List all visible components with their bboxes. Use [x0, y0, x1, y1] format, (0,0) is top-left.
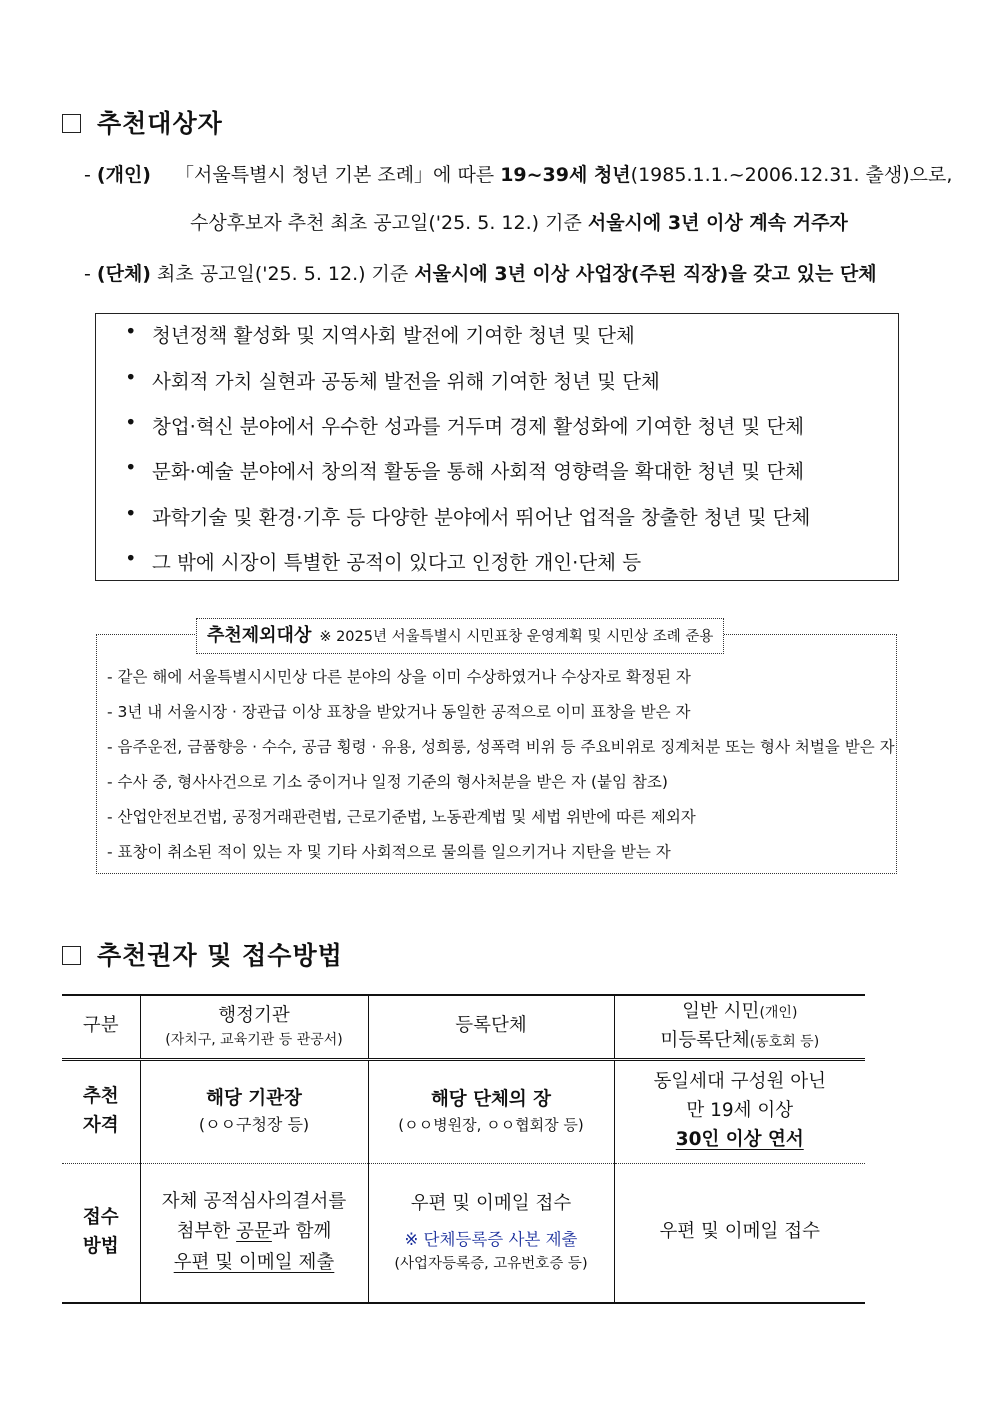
header-subtext: (자치구, 교육기관 등 관공서): [165, 1032, 343, 1049]
bullet-icon: •: [125, 456, 137, 479]
cell-text: 우편 및 이메일 접수: [410, 1193, 572, 1215]
section-title: 추천대상자: [97, 109, 223, 138]
cell-citizen-method: [614, 1163, 865, 1303]
exclusion-item: - 산업안전보건법, 공정거래관련법, 근로기준법, 노동관계법 및 세법 위반에 따른 제외자: [107, 808, 696, 826]
header-text: 구분: [82, 1015, 119, 1037]
personal-text-2: 수상후보자 추천 최초 공고일('25. 5. 12.) 기준: [190, 212, 588, 234]
cell-text: 해당 기관장: [206, 1087, 302, 1109]
checkbox-square-icon: [62, 946, 81, 965]
cell-text: 해당 단체의 장: [430, 1088, 552, 1110]
table-row: [62, 1059, 865, 1163]
table-row: [62, 1163, 865, 1303]
checkbox-square-icon: [62, 114, 81, 133]
row-label-text: 방법: [82, 1235, 119, 1257]
cell-text: 과 함께: [271, 1221, 332, 1243]
cell-admin-qualification: [140, 1059, 368, 1163]
bullet-icon: •: [125, 547, 137, 570]
bullet-icon: •: [125, 411, 137, 434]
section-heading-nominators: [62, 936, 343, 972]
header-registered: [368, 995, 614, 1059]
section-heading-recipients: [62, 104, 223, 140]
header-subtext: (동호회 등): [749, 1033, 820, 1050]
personal-birth-range: (1985.1.1.~2006.12.31. 출생)으로,: [630, 164, 953, 186]
exclusion-item: - 음주운전, 금품향응 · 수수, 공금 횡령 · 유용, 성희롱, 성폭력 비위 등 주요비위로 징계처분 또는 형사 처벌을 받은 자: [107, 738, 895, 756]
table-header-row: [62, 995, 865, 1059]
exclusion-item: - 수사 중, 형사사건으로 기소 중이거나 일정 기준의 형사처분을 받은 자 (붙임 참조): [107, 773, 668, 791]
criteria-text: 그 밖에 시장이 특별한 공적이 있다고 인정한 개인·단체 등: [152, 551, 642, 574]
dash: -: [84, 263, 97, 285]
exclusion-title: 추천제외대상: [207, 625, 312, 646]
personal-text-1: 「서울특별시 청년 기본 조례」에 따른: [175, 164, 501, 186]
exclusion-item: - 표창이 취소된 적이 있는 자 및 기타 사회적으로 물의를 일으키거나 지탄을 받는 자: [107, 843, 671, 861]
criteria-text: 문화·예술 분야에서 창의적 활동을 통해 사회적 영향력을 확대한 청년 및 단체: [152, 460, 805, 483]
cell-citizen-qualification: [614, 1059, 865, 1163]
exclusion-item: - 3년 내 서울시장 · 장관급 이상 표창을 받았거나 동일한 공적으로 이미 표창을 받은 자: [107, 703, 691, 721]
cell-emphasis: 우편 및 이메일 제출: [173, 1252, 335, 1273]
cell-subtext: (ㅇㅇ병원장, ㅇㅇ협회장 등): [398, 1116, 584, 1135]
cell-note: ※ 단체등록증 사본 제출: [404, 1230, 578, 1250]
criteria-text: 창업·혁신 분야에서 우수한 성과를 거두며 경제 활성화에 기여한 청년 및 단체: [152, 415, 805, 438]
cell-text: 동일세대 구성원 아닌: [653, 1071, 827, 1093]
header-text: 미등록단체: [660, 1029, 750, 1051]
row-label-text: 자격: [82, 1114, 119, 1136]
group-text: 최초 공고일('25. 5. 12.) 기준: [150, 263, 415, 285]
cell-registered-method: [368, 1163, 614, 1303]
header-citizen: [614, 995, 865, 1059]
header-text: 행정기관: [218, 1004, 290, 1026]
exclusion-box: [96, 634, 897, 874]
exclusion-subtitle: ※ 2025년 서울특별시 시민표창 운영계획 및 시민상 조례 준용: [319, 629, 714, 645]
header-admin: [140, 995, 368, 1059]
nomination-table: [62, 994, 865, 1304]
criteria-text: 사회적 가치 실현과 공동체 발전을 위해 기여한 청년 및 단체: [152, 370, 660, 393]
bullet-icon: •: [125, 366, 137, 389]
cell-subtext: (ㅇㅇ구청장 등): [198, 1115, 310, 1135]
cell-text: 우편 및 이메일 접수: [659, 1221, 821, 1243]
cell-emphasis: 공문: [236, 1221, 272, 1243]
header-category: [62, 995, 140, 1059]
header-text: 등록단체: [455, 1015, 527, 1037]
header-text: 일반 시민: [682, 1001, 760, 1023]
personal-label: (개인): [96, 164, 151, 186]
cell-text: 만 19세 이상: [686, 1100, 794, 1122]
row-label-text: 접수: [82, 1207, 119, 1229]
personal-age-range: 19~39세 청년: [500, 164, 631, 186]
group-line: [84, 259, 877, 286]
bullet-icon: •: [125, 502, 137, 525]
group-requirement: 서울시에 3년 이상 사업장(주된 직장)을 갖고 있는 단체: [414, 263, 877, 285]
header-subtext: (개인): [759, 1005, 798, 1022]
cell-text: 자체 공적심사의결서를: [161, 1190, 347, 1212]
personal-line-1: [84, 160, 952, 187]
section-title: 추천권자 및 접수방법: [97, 941, 343, 970]
row-label-text: 추천: [82, 1085, 119, 1107]
row-label-method: [62, 1163, 140, 1303]
exclusion-title-box: [196, 618, 724, 654]
bullet-icon: •: [125, 320, 137, 343]
cell-admin-method: [140, 1163, 368, 1303]
exclusion-item: - 같은 해에 서울특별시시민상 다른 분야의 상을 이미 수상하였거나 수상자로 확정된 자: [107, 668, 691, 686]
cell-subtext: (사업자등록증, 고유번호증 등): [394, 1255, 588, 1272]
cell-text: 첨부한: [176, 1221, 237, 1243]
criteria-box: [95, 313, 899, 581]
criteria-text: 청년정책 활성화 및 지역사회 발전에 기여한 청년 및 단체: [152, 324, 635, 347]
personal-residence-requirement: 서울시에 3년 이상 계속 거주자: [587, 212, 848, 234]
personal-line-2: [190, 208, 848, 235]
criteria-text: 과학기술 및 환경·기후 등 다양한 분야에서 뛰어난 업적을 창출한 청년 및 단체: [152, 506, 811, 529]
cell-registered-qualification: [368, 1059, 614, 1163]
row-label-qualification: [62, 1059, 140, 1163]
group-label: (단체): [96, 263, 151, 285]
dash: -: [84, 164, 97, 186]
cell-emphasis: 30인 이상 연서: [675, 1128, 804, 1150]
